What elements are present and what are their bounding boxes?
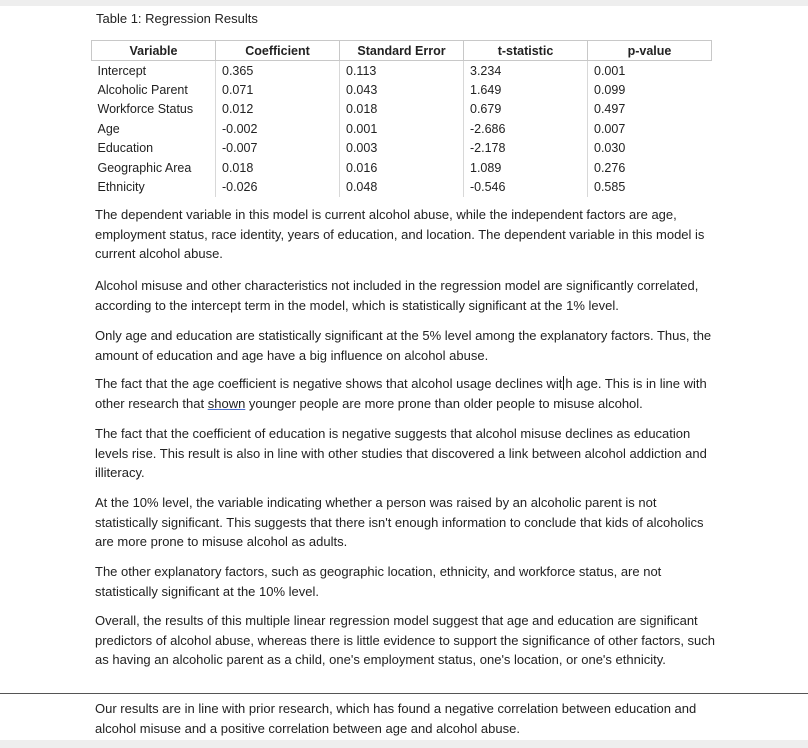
cell-variable: Education (97, 141, 154, 156)
cell-variable: Intercept (97, 63, 147, 78)
header-coefficient: Coefficient (216, 41, 340, 61)
paragraph-age-part-3: younger people are more prone than older people to misuse alcohol. (245, 395, 643, 411)
table-row (92, 119, 712, 138)
header-variable: Variable (92, 41, 216, 61)
table-row (92, 139, 712, 158)
table-row (92, 80, 712, 99)
page-gap-bottom (0, 740, 808, 748)
cell-coefficient: 0.071 (216, 80, 340, 99)
cell-standard-error: 0.001 (340, 119, 464, 138)
cell-variable: Workforce Status (97, 102, 194, 117)
cell-p-value: 0.030 (588, 139, 712, 158)
paragraph-other-factors[interactable]: The other explanatory factors, such as geographic location, ethnicity, and workforce status, are not statistically significant at the 10% level. (95, 564, 662, 599)
cell-t-statistic: -2.178 (464, 139, 588, 158)
table-row (92, 177, 712, 196)
cell-p-value: 0.001 (588, 61, 712, 81)
paragraph-prior-research[interactable]: Our results are in line with prior research, which has found a negative correlation between education and alcohol misuse and a positive correlation between age and alcohol abuse. (95, 701, 697, 736)
document-page[interactable] (0, 6, 808, 696)
document-page-2[interactable] (0, 694, 808, 740)
cell-standard-error: 0.113 (340, 61, 464, 81)
cell-standard-error: 0.018 (340, 100, 464, 119)
cell-coefficient: 0.018 (216, 158, 340, 177)
paragraph-significance[interactable]: Only age and education are statistically significant at the 5% level among the explanatory factors. Thus, the amount of education and age have a big influence on alcohol abuse. (95, 328, 712, 363)
cell-p-value: 0.099 (588, 80, 712, 99)
cell-p-value: 0.585 (588, 177, 712, 196)
header-standard-error: Standard Error (340, 41, 464, 61)
table-row (92, 100, 712, 119)
paragraph-age[interactable] (95, 374, 719, 413)
cell-coefficient: -0.026 (216, 177, 340, 196)
cell-t-statistic: 1.089 (464, 158, 588, 177)
cell-variable: Ethnicity (97, 180, 145, 195)
paragraph-education[interactable]: The fact that the coefficient of education is negative suggests that alcohol misuse declines as education levels rise. This result is also in line with other studies that discovered a link between alcohol addiction and illiteracy. (95, 426, 707, 480)
cell-coefficient: 0.012 (216, 100, 340, 119)
cell-standard-error: 0.003 (340, 139, 464, 158)
paragraph-overall[interactable]: Overall, the results of this multiple linear regression model suggest that age and education are significant predictors of alcohol abuse, whereas there is little evidence to support the significance of other factors, such as having an alcoholic parent as a child, one's employment status, one's location, or one's ethnicity. (95, 613, 716, 667)
regression-results-table (91, 40, 712, 197)
table-row (92, 61, 712, 81)
paragraph-age-part-2: h age. This is in line with other research that (95, 376, 707, 411)
paragraph-dependent-variable[interactable]: The dependent variable in this model is current alcohol abuse, while the independent factors are age, employment status, race identity, years of education, and location. The dependent variable in this model is current alcohol abuse. (95, 207, 705, 261)
cell-standard-error: 0.043 (340, 80, 464, 99)
cell-variable: Alcoholic Parent (97, 83, 188, 98)
cell-t-statistic: 3.234 (464, 61, 588, 81)
cell-variable: Geographic Area (97, 160, 192, 175)
cell-standard-error: 0.048 (340, 177, 464, 196)
cell-coefficient: -0.007 (216, 139, 340, 158)
paragraph-age-part-1: The fact that the age coefficient is negative shows that alcohol usage declines wit (95, 376, 563, 391)
table-row (92, 158, 712, 177)
paragraph-alcoholic-parent[interactable]: At the 10% level, the variable indicating whether a person was raised by an alcoholic parent is not statistically significant. This suggests that there isn't enough information to conclude that kids of alcoholics are more prone to misuse alcohol as adults. (95, 495, 704, 549)
table-header-row (92, 41, 712, 61)
cell-standard-error: 0.016 (340, 158, 464, 177)
paragraph-intercept[interactable]: Alcohol misuse and other characteristics not included in the regression model are significantly correlated, according to the intercept term in the model, which is statistically significant at the 1% level. (95, 278, 699, 313)
cell-t-statistic: 0.679 (464, 100, 588, 119)
cell-t-statistic: -2.686 (464, 119, 588, 138)
header-p-value: p-value (588, 41, 712, 61)
cell-t-statistic: -0.546 (464, 177, 588, 196)
cell-p-value: 0.276 (588, 158, 712, 177)
cell-p-value: 0.497 (588, 100, 712, 119)
header-t-statistic: t-statistic (464, 41, 588, 61)
table-caption: Table 1: Regression Results (96, 11, 258, 26)
cell-t-statistic: 1.649 (464, 80, 588, 99)
cell-coefficient: -0.002 (216, 119, 340, 138)
spelling-flag-shown[interactable]: shown (207, 395, 246, 411)
cell-variable: Age (97, 121, 120, 136)
cell-p-value: 0.007 (588, 119, 712, 138)
cell-coefficient: 0.365 (216, 61, 340, 81)
